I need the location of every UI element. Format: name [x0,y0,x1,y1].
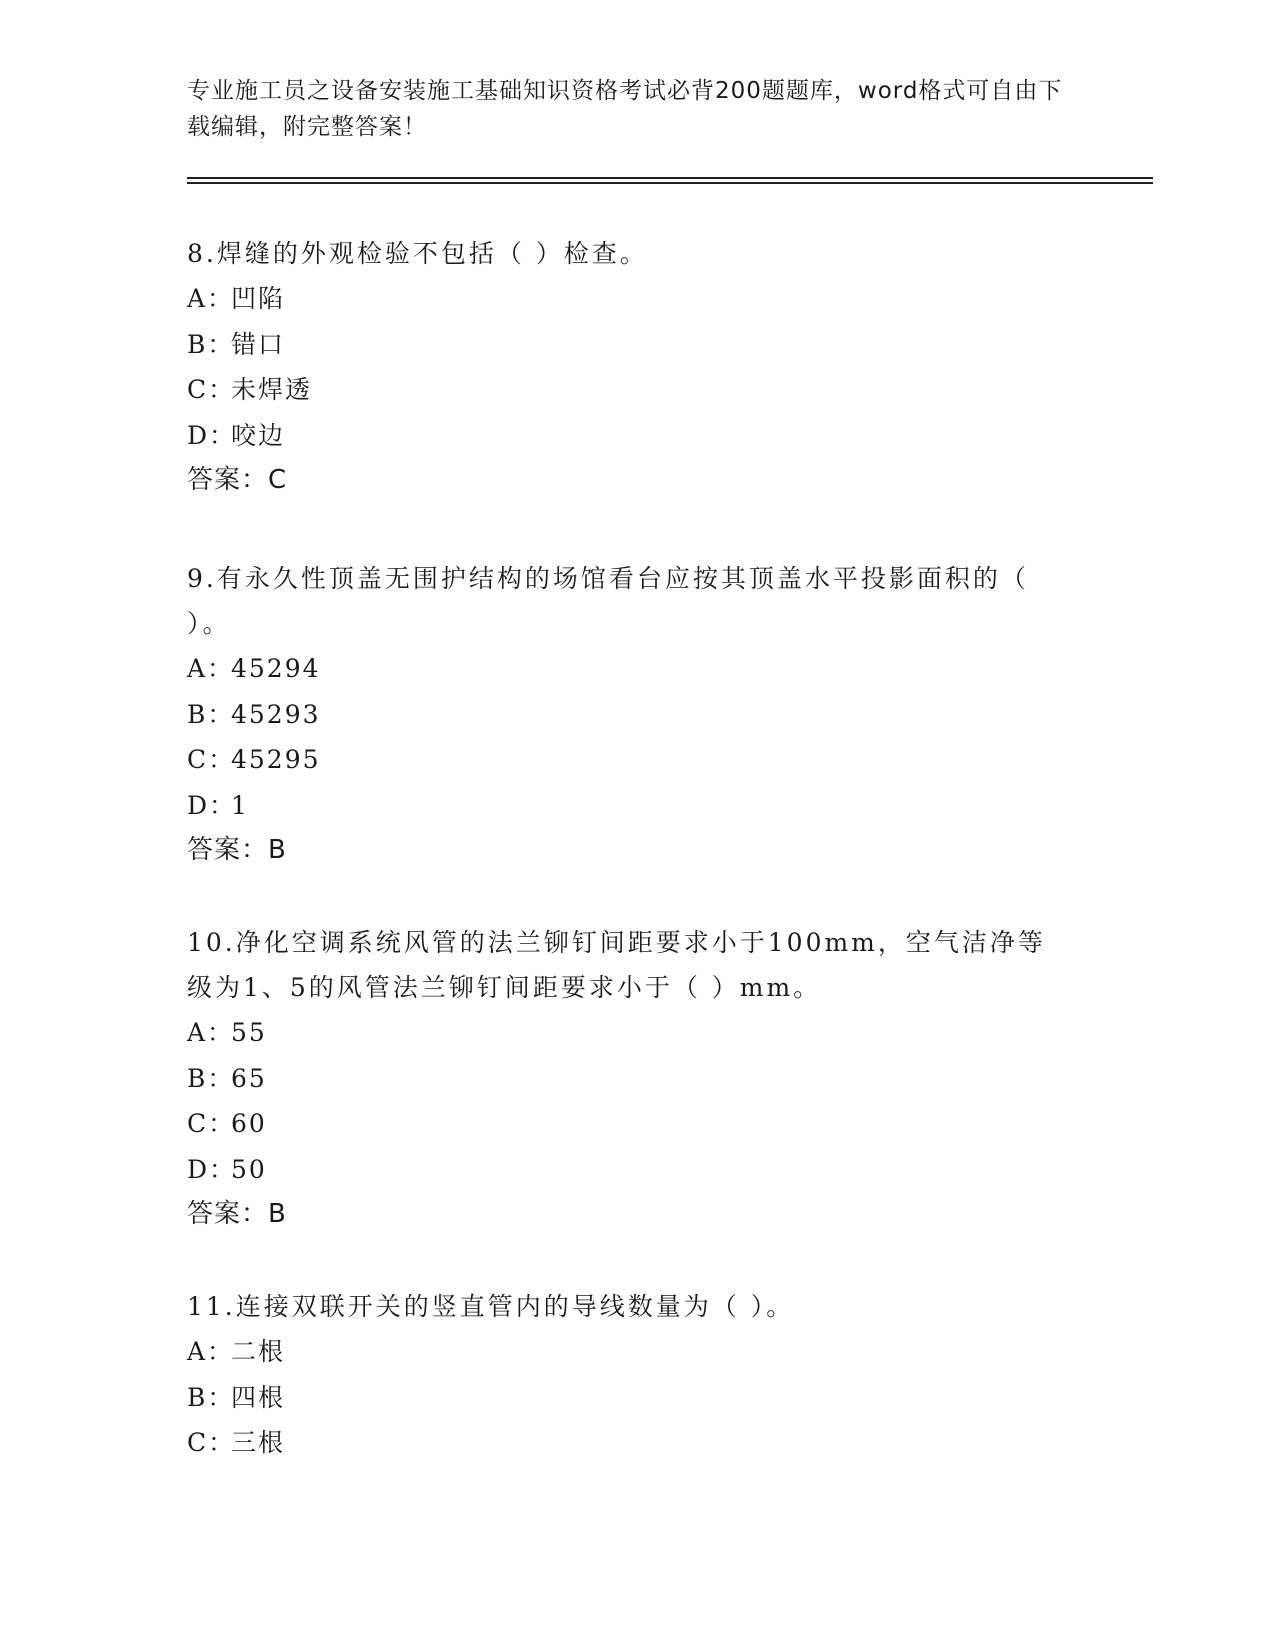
option-c [187,367,1067,413]
option-text: 二根 [231,1337,286,1366]
question-10 [187,920,1067,1237]
option-b [187,1056,1067,1102]
answer: 答案：C [187,465,288,495]
question-stem: 8.焊缝的外观检验不包括（ ）检查。 [187,239,648,268]
option-text: 45293 [231,699,321,729]
question-8 [187,231,1067,503]
option-c [187,1420,1067,1466]
answer: 答案：B [187,1199,287,1229]
option-text: 四根 [231,1382,286,1412]
option-label: C： [187,1109,236,1138]
option-a [187,1329,1067,1375]
option-text: 错口 [231,329,286,359]
option-d [187,783,1067,829]
option-text: 咬边 [231,420,286,450]
option-text: 三根 [231,1428,286,1457]
option-text: 50 [231,1154,267,1184]
option-a [187,276,1067,322]
option-label: D： [187,790,237,820]
option-b [187,692,1067,738]
option-text: 凹陷 [231,284,286,313]
option-text: 1 [231,790,249,820]
option-label: A： [187,1337,235,1366]
option-label: B： [187,699,235,729]
option-label: D： [187,420,237,450]
option-d [187,413,1067,459]
option-text: 未焊透 [231,375,313,404]
option-label: C： [187,745,236,774]
option-c [187,1101,1067,1147]
option-a [187,1010,1067,1056]
option-c [187,737,1067,783]
question-stem: 9.有永久性顶盖无围护结构的场馆看台应按其顶盖水平投影面积的（ ）。 [187,564,1029,638]
option-label: C： [187,375,236,404]
question-11 [187,1284,1067,1466]
header-divider-bottom [187,182,1153,184]
option-label: B： [187,1382,235,1412]
question-stem: 10.净化空调系统风管的法兰铆钉间距要求小于100mm，空气洁净等级为1、5的风管法兰铆钉间距要求小于（ ）mm。 [187,928,1046,1002]
option-text: 45295 [231,745,321,774]
answer: 答案：B [187,835,287,865]
header-divider-top [187,177,1153,179]
question-9 [187,556,1067,873]
option-label: B： [187,329,235,359]
document-title: 专业施工员之设备安装施工基础知识资格考试必背200题题库，word格式可自由下载编辑，附完整答案！ [187,78,1063,140]
question-stem: 11.连接双联开关的竖直管内的导线数量为（ ）。 [187,1292,795,1321]
option-text: 65 [231,1063,267,1093]
option-b [187,322,1067,368]
option-b [187,1375,1067,1421]
option-label: A： [187,1018,235,1047]
option-label: A： [187,284,235,313]
option-label: B： [187,1063,235,1093]
option-d [187,1147,1067,1193]
option-label: A： [187,654,235,683]
option-label: C： [187,1428,236,1457]
option-a [187,646,1067,692]
option-text: 60 [231,1109,267,1138]
option-label: D： [187,1154,237,1184]
option-text: 55 [231,1018,267,1047]
option-text: 45294 [231,654,321,683]
